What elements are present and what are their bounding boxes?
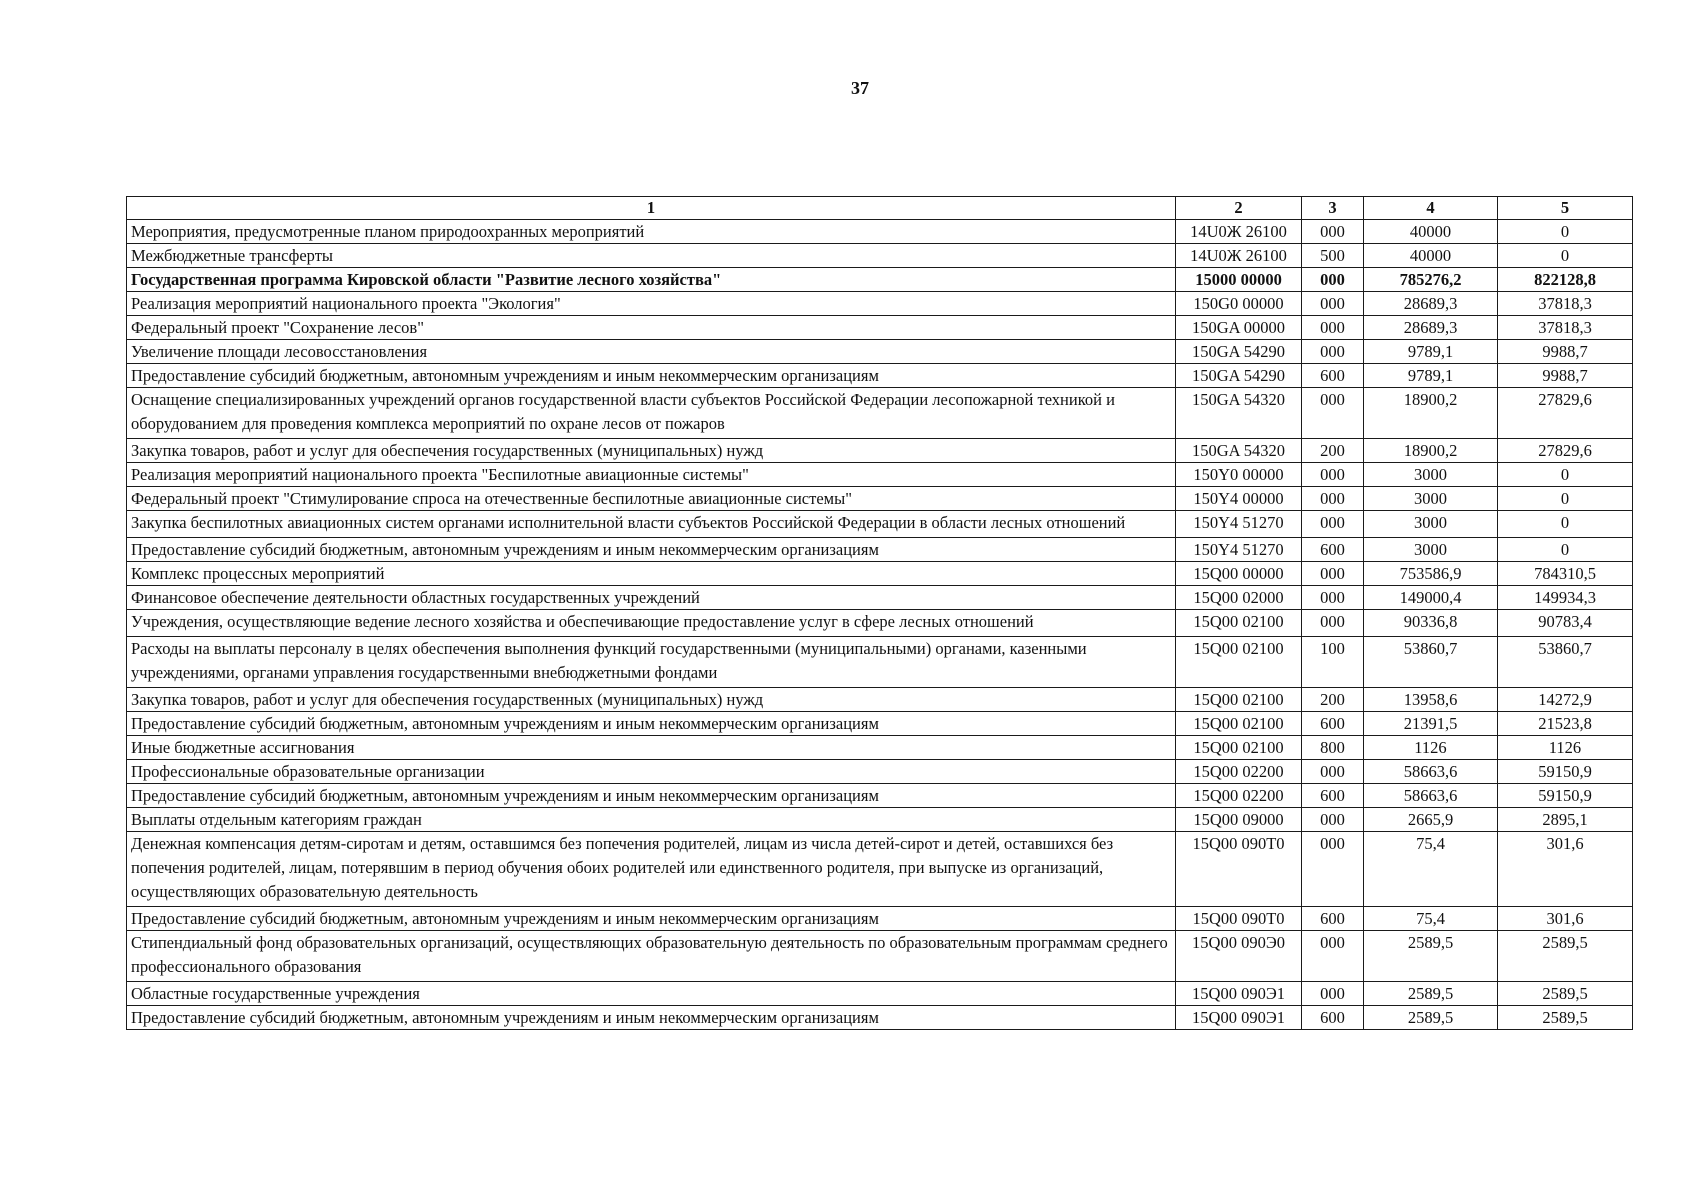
row-value-col5-cell: 59150,9 — [1498, 784, 1633, 808]
row-value-col5-cell: 1126 — [1498, 736, 1633, 760]
row-code-cell: 15Q00 090Э0 — [1176, 931, 1302, 982]
row-code-cell: 15Q00 09000 — [1176, 808, 1302, 832]
row-name-cell: Расходы на выплаты персоналу в целях обеспечения выполнения функций государственными (муниципальными) органами, казенными учреждениями, органами управления государственными внебюджетными фондами — [127, 637, 1176, 688]
row-code-cell: 15Q00 090Э1 — [1176, 1006, 1302, 1030]
row-type-cell: 600 — [1302, 364, 1364, 388]
row-value-col5-cell: 0 — [1498, 511, 1633, 538]
row-value-col4-cell: 13958,6 — [1364, 688, 1498, 712]
row-code-cell: 150Y4 51270 — [1176, 511, 1302, 538]
row-name-cell: Иные бюджетные ассигнования — [127, 736, 1176, 760]
budget-table — [126, 196, 1633, 1030]
row-value-col5-cell: 2589,5 — [1498, 1006, 1633, 1030]
table-row — [127, 439, 1633, 463]
table-row — [127, 832, 1633, 907]
table-row — [127, 610, 1633, 637]
table-row — [127, 292, 1633, 316]
row-value-col4-cell: 75,4 — [1364, 832, 1498, 907]
row-type-cell: 600 — [1302, 907, 1364, 931]
row-type-cell: 000 — [1302, 982, 1364, 1006]
row-type-cell: 000 — [1302, 610, 1364, 637]
row-name-cell: Денежная компенсация детям-сиротам и детям, оставшимся без попечения родителей, лицам из числа детей-сирот и детей, оставшихся без попечения родителей, лицам, потерявшим в период обучения обоих родителей или единственного родителя, при выпуске из организаций, осуществляющих образовательную деятельность — [127, 832, 1176, 907]
table-row — [127, 637, 1633, 688]
row-value-col4-cell: 75,4 — [1364, 907, 1498, 931]
row-code-cell: 15Q00 02100 — [1176, 736, 1302, 760]
row-type-cell: 000 — [1302, 808, 1364, 832]
row-value-col5-cell: 9988,7 — [1498, 340, 1633, 364]
row-code-cell: 14U0Ж 26100 — [1176, 244, 1302, 268]
row-value-col5-cell: 9988,7 — [1498, 364, 1633, 388]
row-value-col4-cell: 18900,2 — [1364, 388, 1498, 439]
column-header: 3 — [1302, 197, 1364, 220]
table-row — [127, 784, 1633, 808]
row-name-cell: Государственная программа Кировской области "Развитие лесного хозяйства" — [127, 268, 1176, 292]
row-value-col5-cell: 2589,5 — [1498, 931, 1633, 982]
row-value-col4-cell: 3000 — [1364, 511, 1498, 538]
row-code-cell: 15Q00 090Э1 — [1176, 982, 1302, 1006]
row-type-cell: 000 — [1302, 268, 1364, 292]
row-value-col4-cell: 1126 — [1364, 736, 1498, 760]
row-value-col5-cell: 2589,5 — [1498, 982, 1633, 1006]
row-name-cell: Реализация мероприятий национального проекта "Экология" — [127, 292, 1176, 316]
row-name-cell: Закупка товаров, работ и услуг для обеспечения государственных (муниципальных) нужд — [127, 688, 1176, 712]
row-code-cell: 150Y4 51270 — [1176, 538, 1302, 562]
table-row — [127, 511, 1633, 538]
table-row — [127, 808, 1633, 832]
row-type-cell: 000 — [1302, 340, 1364, 364]
row-type-cell: 000 — [1302, 586, 1364, 610]
row-value-col5-cell: 37818,3 — [1498, 316, 1633, 340]
row-value-col5-cell: 37818,3 — [1498, 292, 1633, 316]
row-code-cell: 150GA 54290 — [1176, 340, 1302, 364]
table-row — [127, 316, 1633, 340]
row-value-col5-cell: 0 — [1498, 463, 1633, 487]
row-name-cell: Оснащение специализированных учреждений органов государственной власти субъектов Российской Федерации лесопожарной техникой и оборудованием для проведения комплекса мероприятий по охране лесов от пожаров — [127, 388, 1176, 439]
table-row — [127, 538, 1633, 562]
column-header: 1 — [127, 197, 1176, 220]
row-type-cell: 000 — [1302, 562, 1364, 586]
row-code-cell: 15Q00 00000 — [1176, 562, 1302, 586]
table-body — [127, 197, 1633, 1030]
row-code-cell: 150GA 00000 — [1176, 316, 1302, 340]
row-name-cell: Закупка товаров, работ и услуг для обеспечения государственных (муниципальных) нужд — [127, 439, 1176, 463]
row-value-col5-cell: 21523,8 — [1498, 712, 1633, 736]
row-value-col4-cell: 2589,5 — [1364, 1006, 1498, 1030]
row-name-cell: Мероприятия, предусмотренные планом природоохранных мероприятий — [127, 220, 1176, 244]
row-value-col4-cell: 3000 — [1364, 463, 1498, 487]
row-value-col4-cell: 28689,3 — [1364, 292, 1498, 316]
row-type-cell: 600 — [1302, 712, 1364, 736]
table-row — [127, 340, 1633, 364]
row-value-col4-cell: 9789,1 — [1364, 340, 1498, 364]
row-name-cell: Увеличение площади лесовосстановления — [127, 340, 1176, 364]
row-value-col4-cell: 3000 — [1364, 487, 1498, 511]
table-row — [127, 760, 1633, 784]
table-row — [127, 931, 1633, 982]
row-value-col5-cell: 0 — [1498, 220, 1633, 244]
row-name-cell: Областные государственные учреждения — [127, 982, 1176, 1006]
row-code-cell: 15Q00 02200 — [1176, 760, 1302, 784]
row-type-cell: 000 — [1302, 760, 1364, 784]
row-name-cell: Реализация мероприятий национального проекта "Беспилотные авиационные системы" — [127, 463, 1176, 487]
row-code-cell: 150GA 54320 — [1176, 439, 1302, 463]
row-code-cell: 14U0Ж 26100 — [1176, 220, 1302, 244]
row-type-cell: 000 — [1302, 316, 1364, 340]
row-value-col5-cell: 301,6 — [1498, 907, 1633, 931]
row-code-cell: 150GA 54320 — [1176, 388, 1302, 439]
row-name-cell: Предоставление субсидий бюджетным, автономным учреждениям и иным некоммерческим организациям — [127, 1006, 1176, 1030]
row-name-cell: Федеральный проект "Сохранение лесов" — [127, 316, 1176, 340]
row-name-cell: Учреждения, осуществляющие ведение лесного хозяйства и обеспечивающие предоставление услуг в сфере лесных отношений — [127, 610, 1176, 637]
row-value-col5-cell: 0 — [1498, 538, 1633, 562]
row-type-cell: 000 — [1302, 832, 1364, 907]
table-header-row — [127, 197, 1633, 220]
row-name-cell: Закупка беспилотных авиационных систем органами исполнительной власти субъектов Российской Федерации в области лесных отношений — [127, 511, 1176, 538]
row-code-cell: 15Q00 02100 — [1176, 712, 1302, 736]
row-name-cell: Стипендиальный фонд образовательных организаций, осуществляющих образовательную деятельность по образовательным программам среднего профессионального образования — [127, 931, 1176, 982]
table-row — [127, 982, 1633, 1006]
row-name-cell: Предоставление субсидий бюджетным, автономным учреждениям и иным некоммерческим организациям — [127, 364, 1176, 388]
row-value-col4-cell: 28689,3 — [1364, 316, 1498, 340]
row-code-cell: 150Y0 00000 — [1176, 463, 1302, 487]
row-name-cell: Предоставление субсидий бюджетным, автономным учреждениям и иным некоммерческим организациям — [127, 907, 1176, 931]
row-name-cell: Предоставление субсидий бюджетным, автономным учреждениям и иным некоммерческим организациям — [127, 712, 1176, 736]
row-code-cell: 150G0 00000 — [1176, 292, 1302, 316]
row-value-col4-cell: 9789,1 — [1364, 364, 1498, 388]
row-type-cell: 000 — [1302, 388, 1364, 439]
row-value-col4-cell: 3000 — [1364, 538, 1498, 562]
row-type-cell: 200 — [1302, 439, 1364, 463]
row-type-cell: 500 — [1302, 244, 1364, 268]
row-type-cell: 600 — [1302, 784, 1364, 808]
row-value-col5-cell: 0 — [1498, 487, 1633, 511]
row-value-col4-cell: 53860,7 — [1364, 637, 1498, 688]
row-value-col4-cell: 40000 — [1364, 244, 1498, 268]
table-row — [127, 712, 1633, 736]
table-row — [127, 1006, 1633, 1030]
row-code-cell: 15Q00 02000 — [1176, 586, 1302, 610]
row-value-col5-cell: 2895,1 — [1498, 808, 1633, 832]
row-type-cell: 000 — [1302, 487, 1364, 511]
row-value-col4-cell: 2589,5 — [1364, 931, 1498, 982]
row-value-col5-cell: 301,6 — [1498, 832, 1633, 907]
row-name-cell: Предоставление субсидий бюджетным, автономным учреждениям и иным некоммерческим организациям — [127, 538, 1176, 562]
row-type-cell: 000 — [1302, 931, 1364, 982]
table-row — [127, 907, 1633, 931]
row-name-cell: Профессиональные образовательные организации — [127, 760, 1176, 784]
row-code-cell: 150GA 54290 — [1176, 364, 1302, 388]
row-code-cell: 15Q00 02100 — [1176, 688, 1302, 712]
row-name-cell: Федеральный проект "Стимулирование спроса на отечественные беспилотные авиационные системы" — [127, 487, 1176, 511]
row-value-col4-cell: 40000 — [1364, 220, 1498, 244]
row-name-cell: Финансовое обеспечение деятельности областных государственных учреждений — [127, 586, 1176, 610]
row-type-cell: 100 — [1302, 637, 1364, 688]
row-value-col5-cell: 149934,3 — [1498, 586, 1633, 610]
table-row — [127, 586, 1633, 610]
table-row — [127, 388, 1633, 439]
row-value-col4-cell: 2665,9 — [1364, 808, 1498, 832]
table-row — [127, 220, 1633, 244]
row-value-col4-cell: 149000,4 — [1364, 586, 1498, 610]
row-type-cell: 000 — [1302, 511, 1364, 538]
row-type-cell: 600 — [1302, 1006, 1364, 1030]
table-row — [127, 736, 1633, 760]
row-value-col5-cell: 822128,8 — [1498, 268, 1633, 292]
column-header: 2 — [1176, 197, 1302, 220]
table-row — [127, 562, 1633, 586]
row-value-col5-cell: 784310,5 — [1498, 562, 1633, 586]
row-code-cell: 15000 00000 — [1176, 268, 1302, 292]
column-header: 5 — [1498, 197, 1633, 220]
row-code-cell: 15Q00 090Т0 — [1176, 907, 1302, 931]
row-code-cell: 150Y4 00000 — [1176, 487, 1302, 511]
row-value-col5-cell: 27829,6 — [1498, 439, 1633, 463]
column-header: 4 — [1364, 197, 1498, 220]
row-value-col4-cell: 58663,6 — [1364, 784, 1498, 808]
row-name-cell: Комплекс процессных мероприятий — [127, 562, 1176, 586]
row-name-cell: Выплаты отдельным категориям граждан — [127, 808, 1176, 832]
row-code-cell: 15Q00 02100 — [1176, 610, 1302, 637]
row-value-col4-cell: 90336,8 — [1364, 610, 1498, 637]
row-value-col5-cell: 59150,9 — [1498, 760, 1633, 784]
row-type-cell: 800 — [1302, 736, 1364, 760]
row-value-col5-cell: 53860,7 — [1498, 637, 1633, 688]
row-value-col4-cell: 18900,2 — [1364, 439, 1498, 463]
row-name-cell: Предоставление субсидий бюджетным, автономным учреждениям и иным некоммерческим организациям — [127, 784, 1176, 808]
row-value-col5-cell: 27829,6 — [1498, 388, 1633, 439]
table-row — [127, 364, 1633, 388]
row-value-col4-cell: 785276,2 — [1364, 268, 1498, 292]
row-value-col5-cell: 14272,9 — [1498, 688, 1633, 712]
row-type-cell: 000 — [1302, 220, 1364, 244]
page-number: 37 — [851, 78, 869, 98]
table-row — [127, 268, 1633, 292]
row-value-col4-cell: 2589,5 — [1364, 982, 1498, 1006]
table-row — [127, 244, 1633, 268]
row-value-col5-cell: 90783,4 — [1498, 610, 1633, 637]
table-row — [127, 463, 1633, 487]
table-row — [127, 688, 1633, 712]
row-code-cell: 15Q00 02200 — [1176, 784, 1302, 808]
row-value-col4-cell: 58663,6 — [1364, 760, 1498, 784]
row-type-cell: 600 — [1302, 538, 1364, 562]
row-value-col5-cell: 0 — [1498, 244, 1633, 268]
row-name-cell: Межбюджетные трансферты — [127, 244, 1176, 268]
row-type-cell: 200 — [1302, 688, 1364, 712]
row-type-cell: 000 — [1302, 463, 1364, 487]
row-code-cell: 15Q00 02100 — [1176, 637, 1302, 688]
table-row — [127, 487, 1633, 511]
row-value-col4-cell: 21391,5 — [1364, 712, 1498, 736]
row-type-cell: 000 — [1302, 292, 1364, 316]
row-value-col4-cell: 753586,9 — [1364, 562, 1498, 586]
row-code-cell: 15Q00 090Т0 — [1176, 832, 1302, 907]
